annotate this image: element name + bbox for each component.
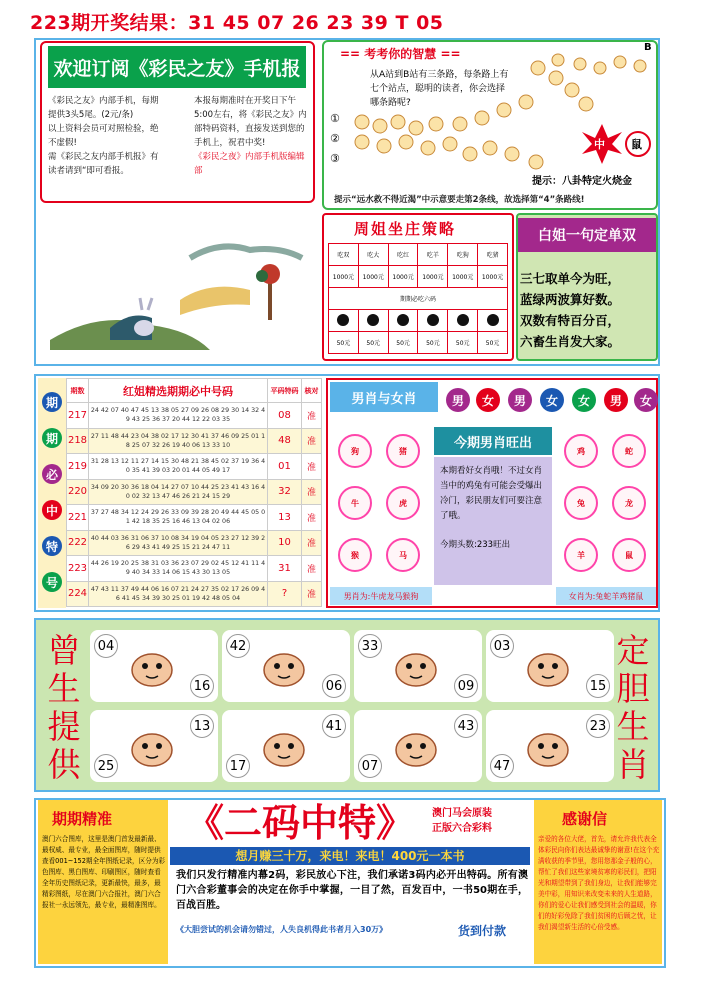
- bai-verse-line: 蓝绿两波算好数。: [520, 292, 621, 307]
- male-footer: 男肖为:牛虎龙马猴狗: [330, 587, 432, 605]
- vertical-right-text: [612, 632, 654, 784]
- animal-icon: 猴: [338, 538, 372, 572]
- erma-side: [432, 806, 492, 836]
- zhou-price: 1000元: [478, 266, 508, 288]
- code-cell: 13: [268, 505, 302, 531]
- quiz-rat-label: 鼠: [631, 138, 642, 151]
- bai-verse-line: 三七取单今为旺，: [520, 271, 621, 286]
- erma-text: 我们只发行精准内幕2码，彩民放心下注，我们承诺3码内必开出特码。所有澳门六合彩董事会的决定在你手中掌握，一目了然，百发百中，一书50期在手，百战百胜。: [176, 870, 528, 911]
- vertical-left-text: [44, 632, 84, 784]
- bai-verse: [520, 268, 656, 352]
- zodiac-number: 04: [94, 634, 118, 658]
- check-cell: 准: [302, 556, 322, 582]
- zodiac-card: [486, 630, 614, 702]
- side-char: 号: [42, 572, 62, 592]
- table-row: [67, 428, 322, 454]
- issue-cell: 220: [67, 479, 89, 505]
- hongjie-table: [66, 378, 322, 607]
- table-row: [67, 479, 322, 505]
- zhou-price: 1000元: [329, 266, 359, 288]
- zhou-head-hidden: [330, 225, 331, 226]
- check-cell: 准: [302, 530, 322, 556]
- issue-cell: 218: [67, 428, 89, 454]
- gender-badge: 女: [634, 388, 658, 412]
- zhou-head: 吃红: [388, 244, 418, 266]
- zodiac-number: 13: [190, 714, 214, 738]
- animal-icon: 猪: [386, 434, 420, 468]
- zodiac-number: 41: [322, 714, 346, 738]
- check-cell: 准: [302, 505, 322, 531]
- zodiac-card: [354, 630, 482, 702]
- bai-title: 白姐一句定单双: [518, 218, 656, 252]
- issue-cell: 221: [67, 505, 89, 531]
- issue-cell: 224: [67, 581, 89, 607]
- hz-header: 期数: [67, 379, 89, 403]
- zodiac-number: 06: [322, 674, 346, 698]
- zhou-dot: [329, 310, 359, 332]
- zodiac-number: 43: [454, 714, 478, 738]
- erma-side-line: 正版六合彩料: [432, 823, 492, 834]
- zodiac-number: 09: [454, 674, 478, 698]
- animal-icon: 龙: [612, 486, 646, 520]
- vert-char: 定: [616, 631, 650, 670]
- zhou-price: 50元: [329, 332, 359, 354]
- zhou-price: 50元: [478, 332, 508, 354]
- qiqi-text: 澳门六合图库，这里是澳门首发最新最、最权威、最专业，最全面图库，随时提供查看001~152期全年图纸记录，区分为彩色图库、黑白图库、印刷图区，随时查看全年历史图纸记录，更新最快，最多，最精彩图纸，尽在澳门六合报社，澳门六合报社一永远领先，最专业，最精准图库。: [42, 835, 166, 909]
- quiz-route-2: ②: [330, 132, 340, 145]
- zodiac-number: 07: [358, 754, 382, 778]
- gender-badge: 男: [604, 388, 628, 412]
- subscribe-line: 《彩民之友》内部手机，每期提供3头5尾。(2元/条): [48, 96, 159, 120]
- table-row: [67, 454, 322, 480]
- vert-char: 提: [47, 707, 81, 746]
- check-cell: 准: [302, 454, 322, 480]
- zodiac-number: 03: [490, 634, 514, 658]
- code-cell: 01: [268, 454, 302, 480]
- female-footer: 女肖为:兔蛇羊鸡猪鼠: [556, 587, 656, 605]
- gender-badge: 女: [572, 388, 596, 412]
- zhou-price: 50元: [448, 332, 478, 354]
- hz-header: 红姐精选期期必中号码: [89, 379, 268, 403]
- animal-icon: 鼠: [612, 538, 646, 572]
- zodiac-card: [222, 630, 350, 702]
- numbers-cell: 27 11 48 44 23 04 38 02 17 12 30 41 37 46 09 25 01 18 25 07 32 26 19 40 06 13 33 10: [89, 428, 268, 454]
- subscribe-col1: [48, 94, 166, 178]
- animal-icon: 蛇: [612, 434, 646, 468]
- landscape-illustration: [40, 210, 310, 360]
- erma-title: 《二码中特》: [185, 801, 414, 845]
- vert-char: 生: [616, 707, 650, 746]
- numbers-cell: 31 28 13 12 11 27 14 15 30 48 21 38 45 02 37 19 36 40 35 41 39 03 20 01 44 05 49 17: [89, 454, 268, 480]
- quiz-tip: 提示“远水救不得近渴”中示意要走第2条线，故选择第“4”条路线!: [334, 195, 585, 205]
- quiz-route-3: ③: [330, 152, 340, 165]
- numbers-cell: 47 43 11 37 49 44 06 16 07 21 24 27 35 02 17 26 09 46 41 45 34 39 30 25 01 19 42 48 05 04: [89, 581, 268, 607]
- zodiac-number: 16: [190, 674, 214, 698]
- female-animals: [556, 420, 656, 585]
- zhou-title: 周姐坐庄策略: [354, 220, 457, 238]
- subscribe-line: 以上资料会员可对照检验，绝不虚假!: [48, 124, 159, 148]
- zodiac-card: [90, 710, 218, 782]
- today-count: 今期头数:233旺出: [440, 540, 511, 550]
- code-cell: 48: [268, 428, 302, 454]
- numbers-cell: 24 42 07 40 47 45 13 38 05 27 09 26 08 29 30 14 32 49 43 25 36 37 20 44 12 22 03 35: [89, 403, 268, 429]
- code-cell: ?: [268, 581, 302, 607]
- zhou-price: 50元: [418, 332, 448, 354]
- gender-badge: 女: [476, 388, 500, 412]
- zhou-head: 吃猪: [478, 244, 508, 266]
- numbers-cell: 34 09 20 30 36 18 04 14 27 07 10 44 25 23 41 43 16 40 02 32 13 47 46 26 21 24 15 29: [89, 479, 268, 505]
- today-body: 本期看好女肖哦！不过女肖当中的鸡兔有可能会受爆出冷门，彩民朋友们可要注意了哦。: [440, 466, 543, 521]
- vert-char: 胆: [616, 669, 650, 708]
- side-char: 期: [42, 392, 62, 412]
- thanks-text: 亲爱的各位大佬，首先，请允许我代表全体彩民向你们表达最诚挚的谢意!在这个充满收获的季节里，您用您那金子般的心，帮忙了我们这些家境贫寒的彩民们，把阳光和期望带到了我们身边，让我们能够完美中彩，用知识来改变未来的人生道路，你们的爱心让我们感受到社会的温暖，你们的好彩免除了我们贫困的后顾之忧，让我们渴望新生活的心倍受感。: [538, 835, 660, 931]
- zhou-dot: [448, 310, 478, 332]
- table-row: [67, 530, 322, 556]
- side-column: [38, 378, 66, 608]
- zhou-price: 1000元: [418, 266, 448, 288]
- zhou-head: 吃双: [329, 244, 359, 266]
- zhou-dot: [418, 310, 448, 332]
- vert-char: 供: [47, 745, 81, 784]
- code-cell: 08: [268, 403, 302, 429]
- zodiac-card: [90, 630, 218, 702]
- gender-badge: 女: [540, 388, 564, 412]
- bai-verse-line: 六畜生肖发大家。: [520, 334, 621, 349]
- zhou-price: 50元: [388, 332, 418, 354]
- check-cell: 准: [302, 581, 322, 607]
- erma-slogan: 想月赚三十万，来电！来电！400元一本书: [170, 847, 530, 865]
- subscribe-line: 本报每期准时在开奖日下午5:00左右，将《彩民之友》内部特码资料，直接发送到您的手机上，祝君中奖!: [194, 96, 307, 148]
- issue-cell: 223: [67, 556, 89, 582]
- code-cell: 31: [268, 556, 302, 582]
- zhou-price: 1000元: [388, 266, 418, 288]
- bai-verse-line: 双数有特百分百，: [520, 313, 621, 328]
- side-char: 必: [42, 464, 62, 484]
- quiz-center-label: 中: [594, 138, 605, 151]
- quiz-route-1: ①: [330, 112, 340, 125]
- zodiac-number: 47: [490, 754, 514, 778]
- vert-char: 肖: [616, 745, 650, 784]
- table-row: [67, 581, 322, 607]
- zhou-dot: [388, 310, 418, 332]
- erma-footer: 《大胆尝试的机会请勿错过，人失良机得此书者月入30万》: [176, 925, 388, 934]
- zhou-head: 吃羊: [418, 244, 448, 266]
- table-row: [67, 505, 322, 531]
- zhou-dot: [358, 310, 388, 332]
- quiz-title: == 考考你的智慧 ==: [340, 47, 461, 61]
- quiz-hint: 提示：八卦特定火烧金: [532, 176, 632, 187]
- side-char: 期: [42, 428, 62, 448]
- zodiac-card: [222, 710, 350, 782]
- erma-side-line: 澳门马会原装: [432, 808, 492, 819]
- subscribe-line: 需《彩民之友内部手机报》有读者请到“即可看报。: [48, 152, 159, 176]
- today-title: 今期男肖旺出: [434, 427, 552, 455]
- numbers-cell: 40 44 03 36 31 06 37 10 08 34 19 04 05 23 27 12 39 26 29 43 41 49 25 15 21 24 47 11: [89, 530, 268, 556]
- zhou-dot: [478, 310, 508, 332]
- zhou-six-label: 期期必吃六码: [329, 288, 508, 310]
- hz-header: 平码特码: [268, 379, 302, 403]
- subscribe-col2: [194, 94, 308, 178]
- zodiac-number: 25: [94, 754, 118, 778]
- zhou-price: 1000元: [448, 266, 478, 288]
- zodiac-card: [486, 710, 614, 782]
- animal-icon: 狗: [338, 434, 372, 468]
- gender-badge: 男: [508, 388, 532, 412]
- zodiac-card: [354, 710, 482, 782]
- subscribe-editor: 《彩民之夜》内部手机版编辑部: [194, 152, 305, 176]
- animal-icon: 马: [386, 538, 420, 572]
- zhou-table: [328, 243, 508, 354]
- zhou-price: 50元: [358, 332, 388, 354]
- animal-icon: 羊: [564, 538, 598, 572]
- animal-icon: 牛: [338, 486, 372, 520]
- table-row: [67, 403, 322, 429]
- issue-cell: 222: [67, 530, 89, 556]
- animal-icon: 鸡: [564, 434, 598, 468]
- qiqi-title: 期期精准: [52, 810, 113, 828]
- code-cell: 32: [268, 479, 302, 505]
- check-cell: 准: [302, 428, 322, 454]
- zodiac-number: 42: [226, 634, 250, 658]
- animal-icon: 虎: [386, 486, 420, 520]
- quiz-maze-illustration: [340, 50, 658, 174]
- gender-badge: 男: [446, 388, 470, 412]
- check-cell: 准: [302, 479, 322, 505]
- thanks-title: 感谢信: [562, 810, 608, 828]
- vert-char: 曾: [47, 631, 81, 670]
- zodiac-number: 33: [358, 634, 382, 658]
- zodiac-number: 23: [586, 714, 610, 738]
- check-cell: 准: [302, 403, 322, 429]
- zodiac-number: 15: [586, 674, 610, 698]
- zhou-head: 吃大: [358, 244, 388, 266]
- numbers-cell: 44 26 19 20 25 38 31 03 36 23 07 29 02 45 12 41 11 49 40 34 33 14 06 15 43 30 13 05: [89, 556, 268, 582]
- today-text: [440, 464, 550, 553]
- zodiac-number: 17: [226, 754, 250, 778]
- code-cell: 10: [268, 530, 302, 556]
- animal-icon: 兔: [564, 486, 598, 520]
- hz-header: 核对: [302, 379, 322, 403]
- table-row: [67, 556, 322, 582]
- subscribe-title: 欢迎订阅《彩民之友》手机报: [48, 46, 306, 88]
- zhou-price: 1000元: [358, 266, 388, 288]
- issue-cell: 219: [67, 454, 89, 480]
- numbers-cell: 37 27 48 34 12 24 29 26 33 09 39 28 20 49 44 45 05 01 42 18 35 25 16 46 13 04 02 06: [89, 505, 268, 531]
- zhou-head: 吃狗: [448, 244, 478, 266]
- issue-cell: 217: [67, 403, 89, 429]
- male-female-title: 男肖与女肖: [330, 382, 438, 412]
- male-animals: [330, 420, 430, 585]
- quiz-question: 从A站到B站有三条路，每条路上有七个站点，聪明的读者，你会选择哪条路呢?: [370, 70, 509, 108]
- result-bar: 223期开奖结果：31 45 07 26 23 39 T 05: [30, 12, 444, 34]
- vert-char: 生: [47, 669, 81, 708]
- side-char: 中: [42, 500, 62, 520]
- cod-label: 货到付款: [458, 924, 507, 938]
- side-char: 特: [42, 536, 62, 556]
- quiz-label-b: B: [644, 42, 652, 53]
